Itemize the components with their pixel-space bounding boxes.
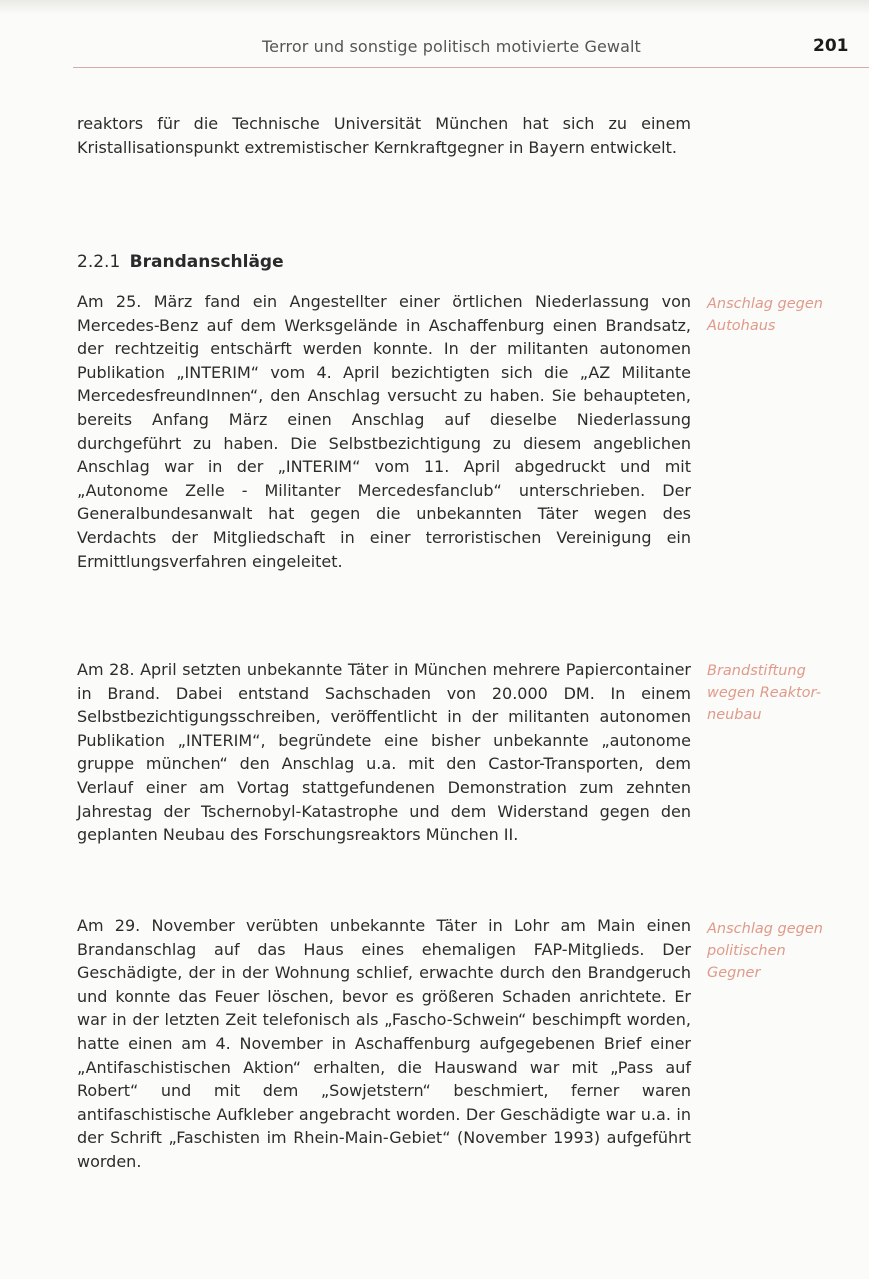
margin-note-politischer-gegner: Anschlag gegen politischen Gegner — [707, 921, 823, 981]
header-rule — [73, 67, 869, 68]
running-header-title: Terror und sonstige politisch motivierte Gewalt — [262, 37, 641, 56]
section-title: Brandanschläge — [129, 252, 284, 272]
intro-paragraph: reaktors für die Technische Universität München hat sich zu einem Kristallisationspunkt extremistischer Kernkraftgegner in Bayern entwickelt. — [77, 114, 691, 157]
margin-note-autohaus: Anschlag gegen Autohaus — [707, 296, 823, 334]
page-top-shadow — [0, 0, 869, 14]
page-number: 201 — [813, 36, 849, 56]
paragraph-politischer-gegner: Am 29. November verübten unbekannte Täter in Lohr am Main einen Brandanschlag auf das Haus eines ehemaligen FAP-Mitglieds. Der Geschädigte, der in der Wohnung schlief, erwachte durch den Brandgeruch und konnte das Feuer löschen, bevor es größeren Schaden anrichtete. Er war in der letzten Zeit telefonisch als „Fascho-Schwein“ beschimpft worden, hatte einen am 4. November in Aschaffenburg aufgegebenen Brief einer „Antifaschistischen Aktion“ erhalten, die Hauswand war mit „Pass auf Robert“ und mit dem „Sowjetstern“ beschmiert, ferner waren antifaschistische Aufkleber angebracht worden. Der Geschädigte war u.a. in der Schrift „Faschisten im Rhein-Main-Gebiet“ (November 1993) aufgeführt worden. — [77, 916, 691, 1171]
section-number: 2.2.1 — [77, 252, 121, 272]
paragraph-autohaus: Am 25. März fand ein Angestellter einer örtlichen Niederlassung von Mercedes-Benz auf dem Werksgelände in Aschaffenburg einen Brandsatz, der rechtzeitig entschärft werden konnte. In der militanten autonomen Publikation „INTERIM“ vom 4. April bezichtigten sich die „AZ Militante MercedesfreundInnen“, den Anschlag versucht zu haben. Sie behaupteten, bereits Anfang März einen Anschlag auf dieselbe Niederlassung durchgeführt zu haben. Die Selbstbezichtigung zu diesem angeblichen Anschlag war in der „INTERIM“ vom 11. April abgedruckt und mit „Autonome Zelle - Militanter Mercedesfanclub“ unterschrieben. Der Generalbundesanwalt hat gegen die unbekannten Täter wegen des Verdachts der Mitgliedschaft in einer terroristischen Vereinigung ein Ermittlungsverfahren eingeleitet. — [77, 292, 691, 571]
section-heading — [77, 252, 284, 272]
paragraph-reaktorneubau: Am 28. April setzten unbekannte Täter in München mehrere Papiercontainer in Brand. Dabei entstand Sachschaden von 20.000 DM. In einem Selbstbezichtigungsschreiben, veröffentlicht in der militanten autonomen Publikation „INTERIM“, begründete eine bisher unbekannte „autonome gruppe münchen“ den Anschlag u.a. mit den Castor-Transporten, dem Verlauf einer am Vortag stattgefundenen Demonstration zum zehnten Jahrestag der Tschernobyl-Katastrophe und dem Widerstand gegen den geplanten Neubau des Forschungsreaktors München II. — [77, 660, 691, 845]
margin-note-reaktorneubau: Brandstiftung wegen Reaktor- neubau — [707, 663, 821, 723]
